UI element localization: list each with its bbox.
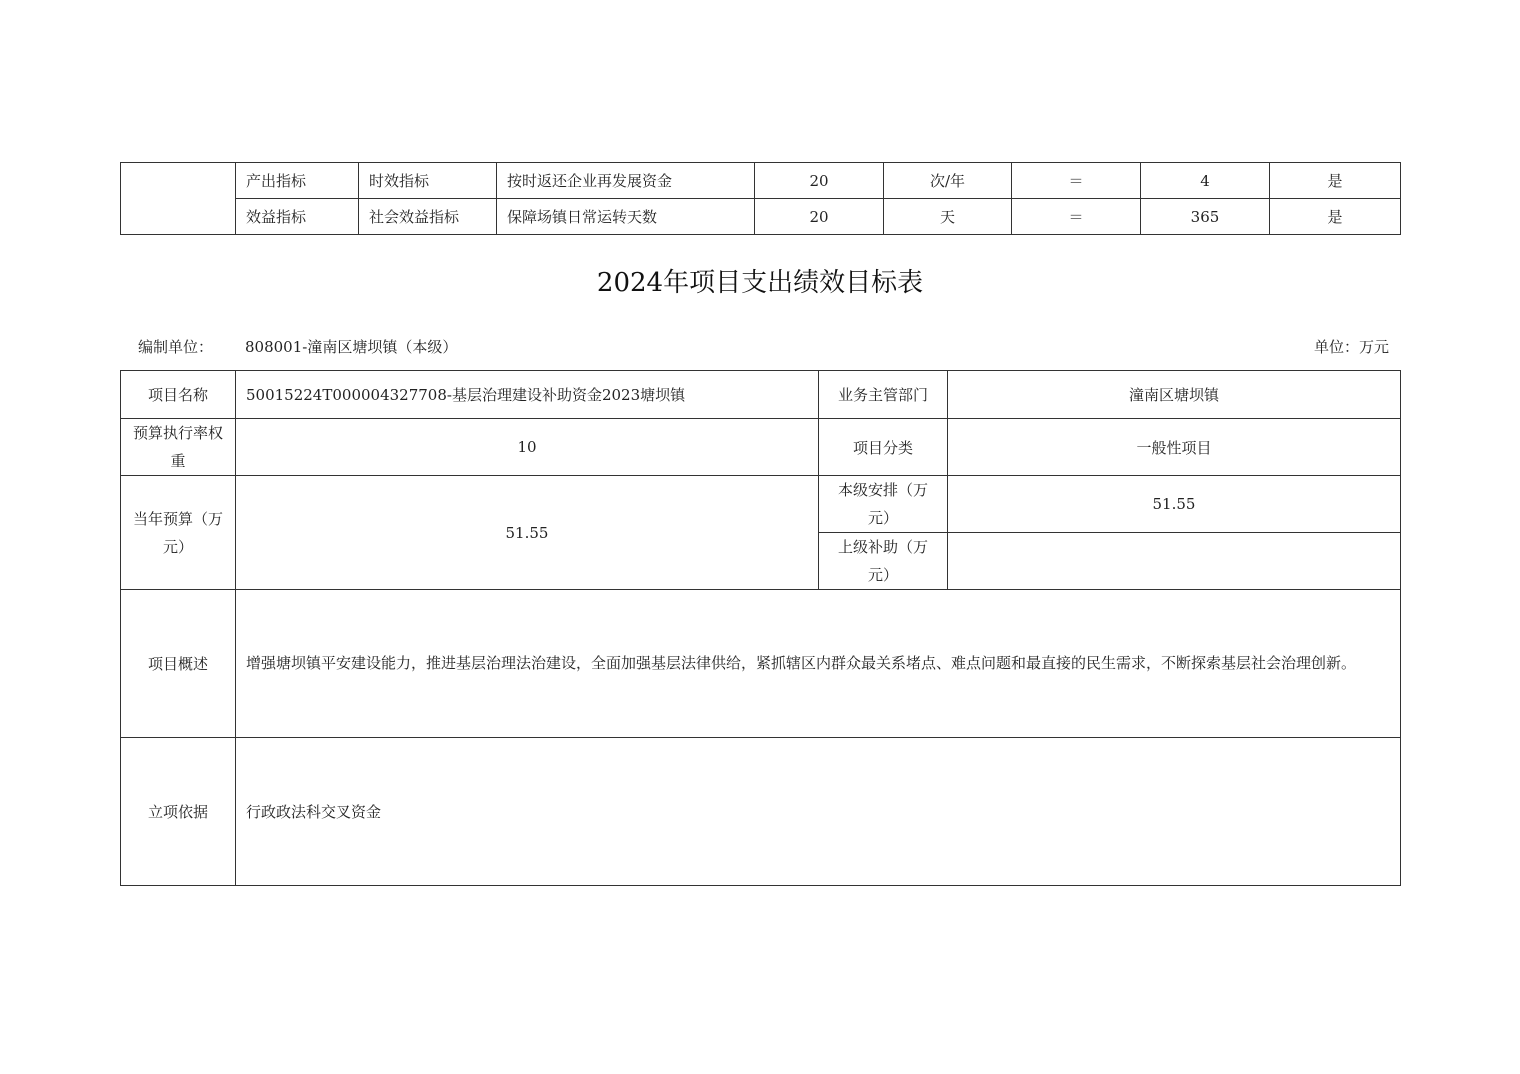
dept-value: 潼南区塘坝镇	[948, 371, 1401, 419]
project-name-value: 50015224T000004327708-基层治理建设补助资金2023塘坝镇	[236, 371, 819, 419]
dept-label: 业务主管部门	[819, 371, 948, 419]
category-value: 一般性项目	[948, 419, 1401, 476]
budget-value: 51.55	[236, 476, 819, 590]
exec-rate-value: 10	[236, 419, 819, 476]
indicator-name-cell: 按时返还企业再发展资金	[497, 163, 755, 199]
local-arrangement-label: 本级安排（万元）	[819, 476, 948, 533]
page-title: 2024年项目支出绩效目标表	[596, 268, 924, 298]
level2-indicator-cell: 时效指标	[359, 163, 497, 199]
overview-label: 项目概述	[121, 590, 236, 738]
table-row	[121, 199, 1401, 235]
currency-unit: 单位：万元	[1313, 338, 1389, 356]
local-arrangement-value: 51.55	[948, 476, 1401, 533]
basis-value: 行政政法科交叉资金	[236, 738, 1401, 886]
project-name-label: 项目名称	[121, 371, 236, 419]
project-info-table	[120, 370, 1401, 886]
header-info-row	[0, 336, 1520, 358]
level1-indicator-cell: 产出指标	[236, 163, 359, 199]
table-row	[121, 163, 1401, 199]
upper-subsidy-label: 上级补助（万元）	[819, 533, 948, 590]
budget-label: 当年预算（万元）	[121, 476, 236, 590]
table-row	[121, 738, 1401, 886]
org-label: 编制单位：	[138, 338, 214, 356]
indicator-name-cell: 保障场镇日常运转天数	[497, 199, 755, 235]
weight-cell: 20	[755, 163, 884, 199]
category-label: 项目分类	[819, 419, 948, 476]
empty-cell	[121, 163, 236, 235]
exec-rate-label: 预算执行率权重	[121, 419, 236, 476]
weight-cell: 20	[755, 199, 884, 235]
core-indicator-cell: 是	[1270, 199, 1401, 235]
indicator-table-continued	[120, 162, 1401, 235]
table-row	[121, 590, 1401, 738]
overview-value: 增强塘坝镇平安建设能力，推进基层治理法治建设，全面加强基层法律供给，紧抓辖区内群众最关系堵点、难点问题和最直接的民生需求，不断探索基层社会治理创新。	[236, 590, 1401, 738]
level2-indicator-cell: 社会效益指标	[359, 199, 497, 235]
level1-indicator-cell: 效益指标	[236, 199, 359, 235]
target-cell: 4	[1141, 163, 1270, 199]
upper-subsidy-value	[948, 533, 1401, 590]
operator-cell: ＝	[1012, 163, 1141, 199]
org-value: 808001-潼南区塘坝镇（本级）	[245, 338, 458, 356]
table-row	[121, 476, 1401, 533]
table-row	[121, 419, 1401, 476]
target-cell: 365	[1141, 199, 1270, 235]
unit-cell: 次/年	[884, 163, 1012, 199]
operator-cell: ＝	[1012, 199, 1141, 235]
table-row	[121, 371, 1401, 419]
unit-cell: 天	[884, 199, 1012, 235]
basis-label: 立项依据	[121, 738, 236, 886]
core-indicator-cell: 是	[1270, 163, 1401, 199]
